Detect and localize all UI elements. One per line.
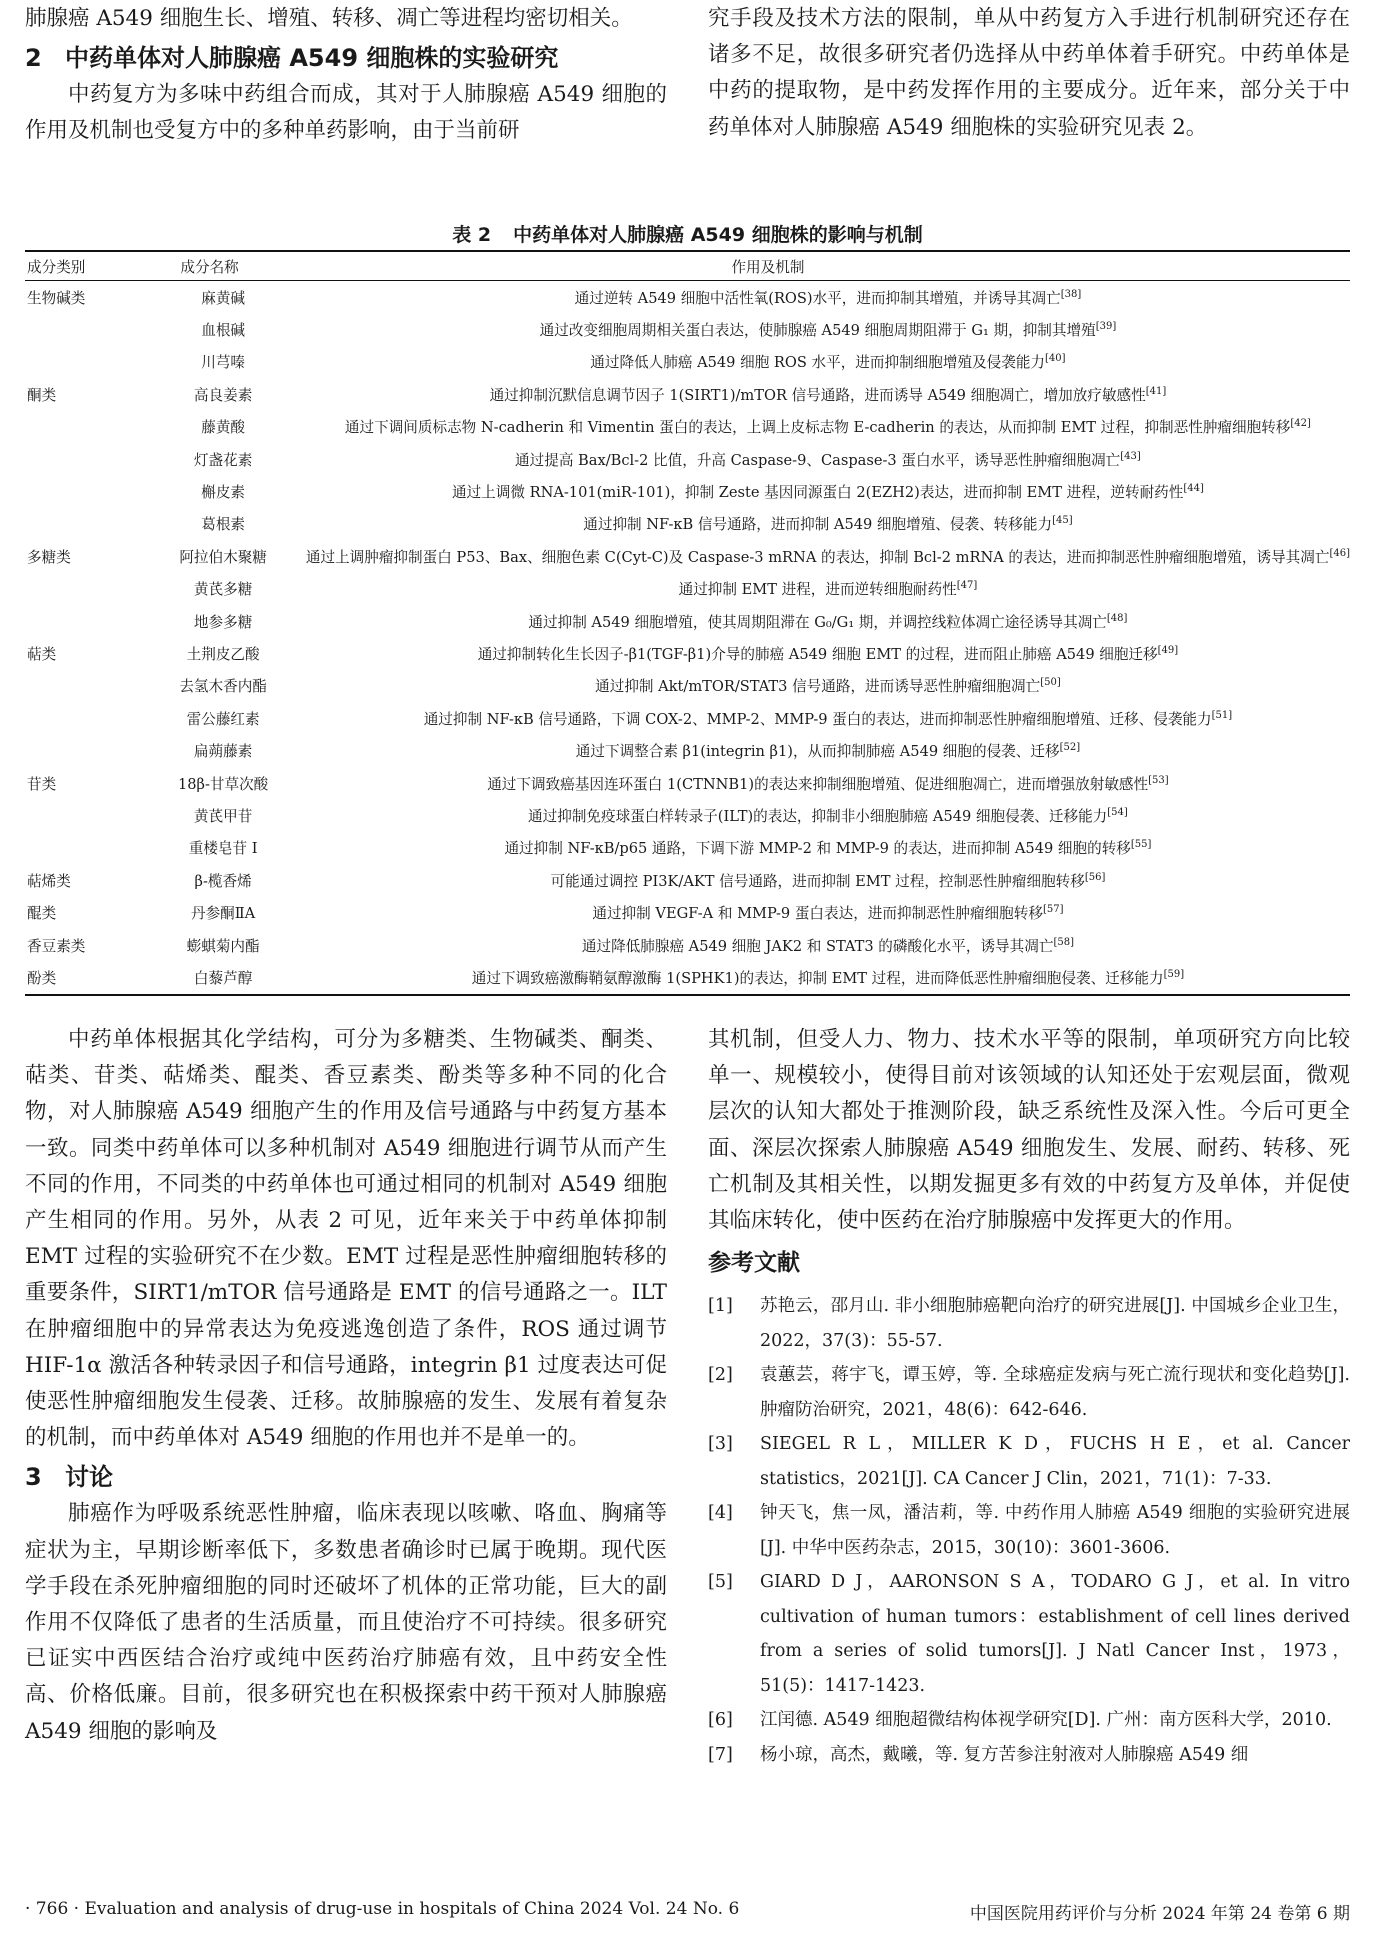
reference-text: 钟天飞，焦一凤，潘洁莉，等. 中药作用人肺癌 A549 细胞的实验研究进展[J]. 中华中医药杂志，2015，30(10)：3601-3606. xyxy=(760,1503,1350,1558)
citation: [54] xyxy=(1107,807,1128,819)
cell-category: 苷类 xyxy=(27,775,57,793)
mechanism-text: 通过逆转 A549 细胞中活性氧(ROS)水平，进而抑制其增殖，并诱导其凋亡 xyxy=(574,289,1061,307)
table-row xyxy=(25,605,1350,637)
reference-item xyxy=(708,1738,1350,1773)
cell-mechanism xyxy=(306,378,1350,410)
cell-component: 丹参酮ⅡA xyxy=(190,905,256,923)
cell-component: 藤黄酸 xyxy=(201,419,246,437)
cell-component: 雷公藤红素 xyxy=(186,710,260,728)
table-row xyxy=(25,734,1350,766)
reference-item xyxy=(708,1703,1350,1738)
reference-number: [2] xyxy=(708,1365,733,1386)
cell-component: 血根碱 xyxy=(201,322,246,340)
paragraph: 肺癌作为呼吸系统恶性肿瘤，临床表现以咳嗽、咯血、胸痛等症状为主，早期诊断率低下，多数患者确诊时已属于晚期。现代医学手段在杀死肿瘤细胞的同时还破坏了机体的正常功能，巨大的副作用不仅降低了患者的生活质量，而且使治疗不可持续。很多研究已证实中西医结合治疗或纯中医药治疗肺癌有效，且中药安全性高、价格低廉。目前，很多研究也在积极探索中药干预对人肺腺癌 A549 细胞的影响及 xyxy=(25,1501,667,1744)
data-table xyxy=(25,250,1350,996)
table-row xyxy=(25,929,1350,961)
mechanism-text: 通过抑制 NF-κB 信号通路，下调 COX-2、MMP-2、MMP-9 蛋白的表达，进而抑制恶性肿瘤细胞增殖、迁移、侵袭能力 xyxy=(423,710,1212,728)
cell-category xyxy=(25,734,140,766)
section-number: 2 xyxy=(25,44,42,73)
citation: [55] xyxy=(1130,839,1152,851)
cell-component: 黄芪甲苷 xyxy=(193,807,253,825)
cell-mechanism xyxy=(306,475,1350,507)
reference-list xyxy=(708,1289,1350,1772)
citation: [53] xyxy=(1148,774,1169,786)
mechanism-text: 通过上调肿瘤抑制蛋白 P53、Bax、细胞色素 C(Cyt-C)及 Caspase-3 mRNA 的表达，抑制 Bcl-2 mRNA 的表达，进而抑制恶性肿瘤细胞增殖，诱导其凋亡 xyxy=(305,548,1330,566)
citation: [42] xyxy=(1290,418,1311,430)
cell-category xyxy=(25,346,140,378)
mechanism-text: 可能通过调控 PI3K/AKT 信号通路，进而抑制 EMT 过程，控制恶性肿瘤细胞转移 xyxy=(550,872,1085,890)
paragraph: 中药复方为多味中药组合而成，其对于人肺腺癌 A549 细胞的作用及机制也受复方中的多种单药影响，由于当前研 xyxy=(25,82,667,144)
mechanism-text: 通过抑制 NF-κB/p65 通路，下调下游 MMP-2 和 MMP-9 的表达，进而抑制 A549 细胞的转移 xyxy=(504,840,1131,858)
cell-category xyxy=(25,508,140,540)
citation: [43] xyxy=(1120,450,1141,462)
bottom-left-column xyxy=(25,1022,667,1750)
table-2 xyxy=(25,222,1350,996)
paragraph: 肺腺癌 A549 细胞生长、增殖、转移、凋亡等进程均密切相关。 xyxy=(25,6,633,31)
citation: [56] xyxy=(1084,871,1106,883)
cell-component: 高良姜素 xyxy=(193,386,253,404)
paragraph: 其机制，但受人力、物力、技术水平等的限制，单项研究方向比较单一、规模较小，使得目前对该领域的认知还处于宏观层面，微观层次的认知大都处于推测阶段，缺乏系统性及深入性。今后可更全面、深层次探索人肺腺癌 A549 细胞发生、发展、耐药、转移、死亡机制及其相关性，以期发掘更多有效的中药复方及单体，并促使其临床转化，使中医药在治疗肺腺癌中发挥更大的作用。 xyxy=(708,1027,1350,1234)
cell-component: 阿拉伯木聚糖 xyxy=(179,548,267,566)
cell-mechanism xyxy=(306,961,1350,994)
cell-category xyxy=(25,799,140,831)
cell-mechanism xyxy=(306,313,1350,345)
cell-component: 去氢木香内酯 xyxy=(179,678,267,696)
table-row xyxy=(25,411,1350,443)
paragraph: 中药单体根据其化学结构，可分为多糖类、生物碱类、酮类、萜类、苷类、萜烯类、醌类、香豆素类、酚类等多种不同的化合物，对人肺腺癌 A549 细胞产生的作用及信号通路与中药复方基本一致。同类中药单体可以多种机制对 A549 细胞进行调节从而产生不同的作用，不同类的中药单体也可通过相同的机制对 A549 细胞产生相同的作用。另外，从表 2 可见，近年来关于中药单体抑制 EMT 过程的实验研究不在少数。EMT 过程是恶性肿瘤细胞转移的重要条件，SIRT1/mTOR 信号通路是 EMT 的信号通路之一。ILT 在肿瘤细胞中的异常表达为免疫逃逸创造了条件，ROS 通过调节 HIF-1α 激活各种转录因子和信号通路，integrin β1 过度表达可促使恶性肿瘤细胞发生侵袭、迁移。故肺腺癌的发生、发展有着复杂的机制，而中药单体对 A549 细胞的作用也并不是单一的。 xyxy=(25,1027,667,1451)
table-row xyxy=(25,540,1350,572)
cell-mechanism xyxy=(306,605,1350,637)
cell-component: 地参多糖 xyxy=(193,613,253,631)
cell-category xyxy=(25,313,140,345)
table-row xyxy=(25,637,1350,669)
cell-category xyxy=(25,832,140,864)
mechanism-text: 通过上调微 RNA-101(miR-101)，抑制 Zeste 基因同源蛋白 2(EZH2)表达，进而抑制 EMT 进程，逆转耐药性 xyxy=(451,484,1184,502)
citation: [52] xyxy=(1059,742,1081,754)
section-title: 中药单体对人肺腺癌 A549 细胞株的实验研究 xyxy=(65,44,559,73)
citation: [40] xyxy=(1045,353,1066,365)
paragraph: 究手段及技术方法的限制，单从中药复方入手进行机制研究还存在诸多不足，故很多研究者仍选择从中药单体着手研究。中药单体是中药的提取物，是中药发挥作用的主要成分。近年来，部分关于中药单体对人肺腺癌 A549 细胞株的实验研究见表 2。 xyxy=(708,6,1350,140)
footer-right: 中国医院用药评价与分析 2024 年第 24 卷第 6 期 xyxy=(969,1904,1350,1924)
cell-mechanism xyxy=(306,767,1350,799)
reference-number: [1] xyxy=(708,1296,733,1317)
reference-text: SIEGEL R L，MILLER K D，FUCHS H E，et al. Cancer statistics，2021[J]. CA Cancer J Clin，2021，71(1)：7-33. xyxy=(760,1434,1350,1489)
cell-mechanism xyxy=(306,573,1350,605)
citation: [39] xyxy=(1095,321,1117,333)
reference-number: [4] xyxy=(708,1503,733,1524)
mechanism-text: 通过下调整合素 β1(integrin β1)，从而抑制肺癌 A549 细胞的侵袭、迁移 xyxy=(575,743,1060,761)
cell-component: β-榄香烯 xyxy=(194,872,252,890)
reference-text: 杨小琼，高杰，戴曦，等. 复方苦参注射液对人肺腺癌 A549 细 xyxy=(760,1744,1249,1765)
column-header: 作用及机制 xyxy=(306,251,1350,281)
cell-category xyxy=(25,411,140,443)
cell-component: 白藜芦醇 xyxy=(140,961,305,994)
citation: [59] xyxy=(1163,969,1185,981)
table-caption xyxy=(25,222,1350,250)
cell-component: 蟛蜞菊内酯 xyxy=(186,937,260,955)
mechanism-text: 通过下调间质标志物 N-cadherin 和 Vimentin 蛋白的表达，上调上皮标志物 E-cadherin 的表达，从而抑制 EMT 过程，抑制恶性肿瘤细胞转移 xyxy=(344,419,1291,437)
table-row xyxy=(25,799,1350,831)
reference-text: 江闰德. A549 细胞超微结构体视学研究[D]. 广州：南方医科大学，2010. xyxy=(760,1710,1332,1731)
reference-text: GIARD D J，AARONSON S A，TODARO G J，et al. In vitro cultivation of human tumors：establishment of cell lines derived from a series of solid tumors[J]. J Natl Cancer Inst，1973，51(5)：1417-1423. xyxy=(760,1572,1350,1696)
mechanism-text: 通过降低肺腺癌 A549 细胞 JAK2 和 STAT3 的磷酸化水平，诱导其凋亡 xyxy=(581,937,1054,955)
cell-category xyxy=(25,670,140,702)
table-row xyxy=(25,313,1350,345)
cell-category: 生物碱类 xyxy=(27,289,86,307)
reference-item xyxy=(708,1496,1350,1565)
top-left-column xyxy=(25,1,667,150)
table-row xyxy=(25,346,1350,378)
citation: [49] xyxy=(1157,645,1179,657)
mechanism-text: 通过抑制 VEGF-A 和 MMP-9 蛋白表达，进而抑制恶性肿瘤细胞转移 xyxy=(592,905,1043,923)
mechanism-text: 通过提高 Bax/Bcl-2 比值，升高 Caspase-9、Caspase-3 蛋白水平，诱导恶性肿瘤细胞凋亡 xyxy=(515,451,1121,469)
column-header: 成分类别 xyxy=(25,251,140,281)
cell-category: 醌类 xyxy=(27,905,57,923)
table-row xyxy=(25,702,1350,734)
section-heading xyxy=(25,39,667,77)
table-row xyxy=(25,508,1350,540)
cell-mechanism xyxy=(306,734,1350,766)
table-row xyxy=(25,670,1350,702)
reference-number: [7] xyxy=(708,1744,733,1765)
reference-item xyxy=(708,1358,1350,1427)
reference-item xyxy=(708,1289,1350,1358)
mechanism-text: 通过抑制沉默信息调节因子 1(SIRT1)/mTOR 信号通路，进而诱导 A549 细胞凋亡，增加放疗敏感性 xyxy=(489,386,1146,404)
mechanism-text: 通过降低人肺癌 A549 细胞 ROS 水平，进而抑制细胞增殖及侵袭能力 xyxy=(590,354,1046,372)
cell-category xyxy=(25,605,140,637)
reference-number: [6] xyxy=(708,1710,733,1731)
table-row xyxy=(25,378,1350,410)
mechanism-text: 通过抑制 A549 细胞增殖，使其周期阻滞在 G₀/G₁ 期，并调控线粒体凋亡途径诱导其凋亡 xyxy=(528,613,1107,631)
citation: [57] xyxy=(1042,904,1064,916)
table-row xyxy=(25,475,1350,507)
table-row xyxy=(25,767,1350,799)
cell-component: 土荆皮乙酸 xyxy=(186,645,260,663)
cell-component: 18β-甘草次酸 xyxy=(177,775,269,793)
citation: [46] xyxy=(1329,547,1350,559)
mechanism-text: 通过下调致癌激酶鞘氨醇激酶 1(SPHK1)的表达，抑制 EMT 过程，进而降低恶性肿瘤细胞侵袭、迁移能力 xyxy=(471,969,1164,987)
cell-component: 葛根素 xyxy=(201,516,246,534)
mechanism-text: 通过下调致癌基因连环蛋白 1(CTNNB1)的表达来抑制细胞增殖、促进细胞凋亡，进而增强放射敏感性 xyxy=(487,775,1149,793)
table-row xyxy=(25,961,1350,994)
mechanism-text: 通过抑制 NF-κB 信号通路，进而抑制 A549 细胞增殖、侵袭、转移能力 xyxy=(583,516,1053,534)
table-header-row xyxy=(25,251,1350,281)
top-right-column xyxy=(708,1,1350,146)
footer-left: · 766 · Evaluation and analysis of drug-use in hospitals of China 2024 Vol. 24 No. 6 xyxy=(25,1899,740,1919)
cell-component: 灯盏花素 xyxy=(193,451,253,469)
citation: [50] xyxy=(1040,677,1061,689)
cell-mechanism xyxy=(306,702,1350,734)
cell-category: 萜类 xyxy=(27,645,57,663)
cell-component: 扁蒴藤素 xyxy=(193,743,253,761)
cell-component: 麻黄碱 xyxy=(201,289,246,307)
cell-mechanism xyxy=(306,508,1350,540)
table-number: 表 2 xyxy=(452,224,492,246)
table-row xyxy=(25,573,1350,605)
citation: [51] xyxy=(1211,709,1233,721)
cell-category xyxy=(25,443,140,475)
citation: [47] xyxy=(956,580,978,592)
citation: [45] xyxy=(1052,515,1073,527)
page-footer xyxy=(25,1899,1350,1924)
reference-item xyxy=(708,1427,1350,1496)
table-title: 中药单体对人肺腺癌 A549 细胞株的影响与机制 xyxy=(513,224,923,246)
mechanism-text: 通过改变细胞周期相关蛋白表达，使肺腺癌 A549 细胞周期阻滞于 G₁ 期，抑制其增殖 xyxy=(539,322,1096,340)
table-body xyxy=(25,281,1350,995)
citation: [58] xyxy=(1053,936,1074,948)
reference-item xyxy=(708,1565,1350,1703)
column-header: 成分名称 xyxy=(140,251,305,281)
cell-category: 香豆素类 xyxy=(27,937,86,955)
cell-mechanism xyxy=(306,670,1350,702)
cell-mechanism xyxy=(306,540,1350,572)
cell-mechanism xyxy=(306,929,1350,961)
reference-number: [5] xyxy=(708,1572,733,1593)
cell-mechanism xyxy=(306,864,1350,896)
cell-component: 川芎嗪 xyxy=(201,354,246,372)
citation: [48] xyxy=(1106,612,1128,624)
cell-category: 酮类 xyxy=(27,386,57,404)
cell-component: 槲皮素 xyxy=(201,484,246,502)
cell-category xyxy=(25,573,140,605)
table-row xyxy=(25,896,1350,928)
reference-text: 袁蕙芸，蒋宇飞，谭玉婷，等. 全球癌症发病与死亡流行现状和变化趋势[J]. 肿瘤防治研究，2021，48(6)：642-646. xyxy=(760,1365,1350,1420)
cell-category xyxy=(25,475,140,507)
section-title: 讨论 xyxy=(65,1463,113,1492)
cell-mechanism xyxy=(306,443,1350,475)
mechanism-text: 通过抑制 Akt/mTOR/STAT3 信号通路，进而诱导恶性肿瘤细胞凋亡 xyxy=(595,678,1041,696)
citation: [44] xyxy=(1183,483,1204,495)
table-row xyxy=(25,443,1350,475)
mechanism-text: 通过抑制转化生长因子-β1(TGF-β1)介导的肺癌 A549 细胞 EMT 的过程，进而阻止肺癌 A549 细胞迁移 xyxy=(477,645,1158,663)
cell-category: 多糖类 xyxy=(27,548,71,566)
bottom-right-column xyxy=(708,1022,1350,1772)
mechanism-text: 通过抑制免疫球蛋白样转录子(ILT)的表达，抑制非小细胞肺癌 A549 细胞侵袭、迁移能力 xyxy=(528,807,1108,825)
reference-number: [3] xyxy=(708,1434,733,1455)
references-heading: 参考文献 xyxy=(708,1250,800,1277)
cell-mechanism xyxy=(306,411,1350,443)
cell-component: 黄芪多糖 xyxy=(193,581,253,599)
section-number: 3 xyxy=(25,1463,42,1492)
reference-text: 苏艳云，邵月山. 非小细胞肺癌靶向治疗的研究进展[J]. 中国城乡企业卫生，2022，37(3)：55-57. xyxy=(760,1296,1350,1351)
table-row xyxy=(25,832,1350,864)
cell-component: 重楼皂苷 I xyxy=(188,840,258,858)
mechanism-text: 通过抑制 EMT 进程，进而逆转细胞耐药性 xyxy=(678,581,957,599)
cell-mechanism xyxy=(306,346,1350,378)
cell-category: 萜烯类 xyxy=(27,872,71,890)
section-heading xyxy=(25,1458,667,1496)
citation: [38] xyxy=(1060,288,1082,300)
table-row xyxy=(25,864,1350,896)
cell-mechanism xyxy=(306,281,1350,314)
table-row xyxy=(25,281,1350,314)
cell-category xyxy=(25,702,140,734)
cell-mechanism xyxy=(306,637,1350,669)
cell-mechanism xyxy=(306,832,1350,864)
cell-mechanism xyxy=(306,896,1350,928)
cell-mechanism xyxy=(306,799,1350,831)
cell-category: 酚类 xyxy=(25,961,140,994)
citation: [41] xyxy=(1145,386,1167,397)
